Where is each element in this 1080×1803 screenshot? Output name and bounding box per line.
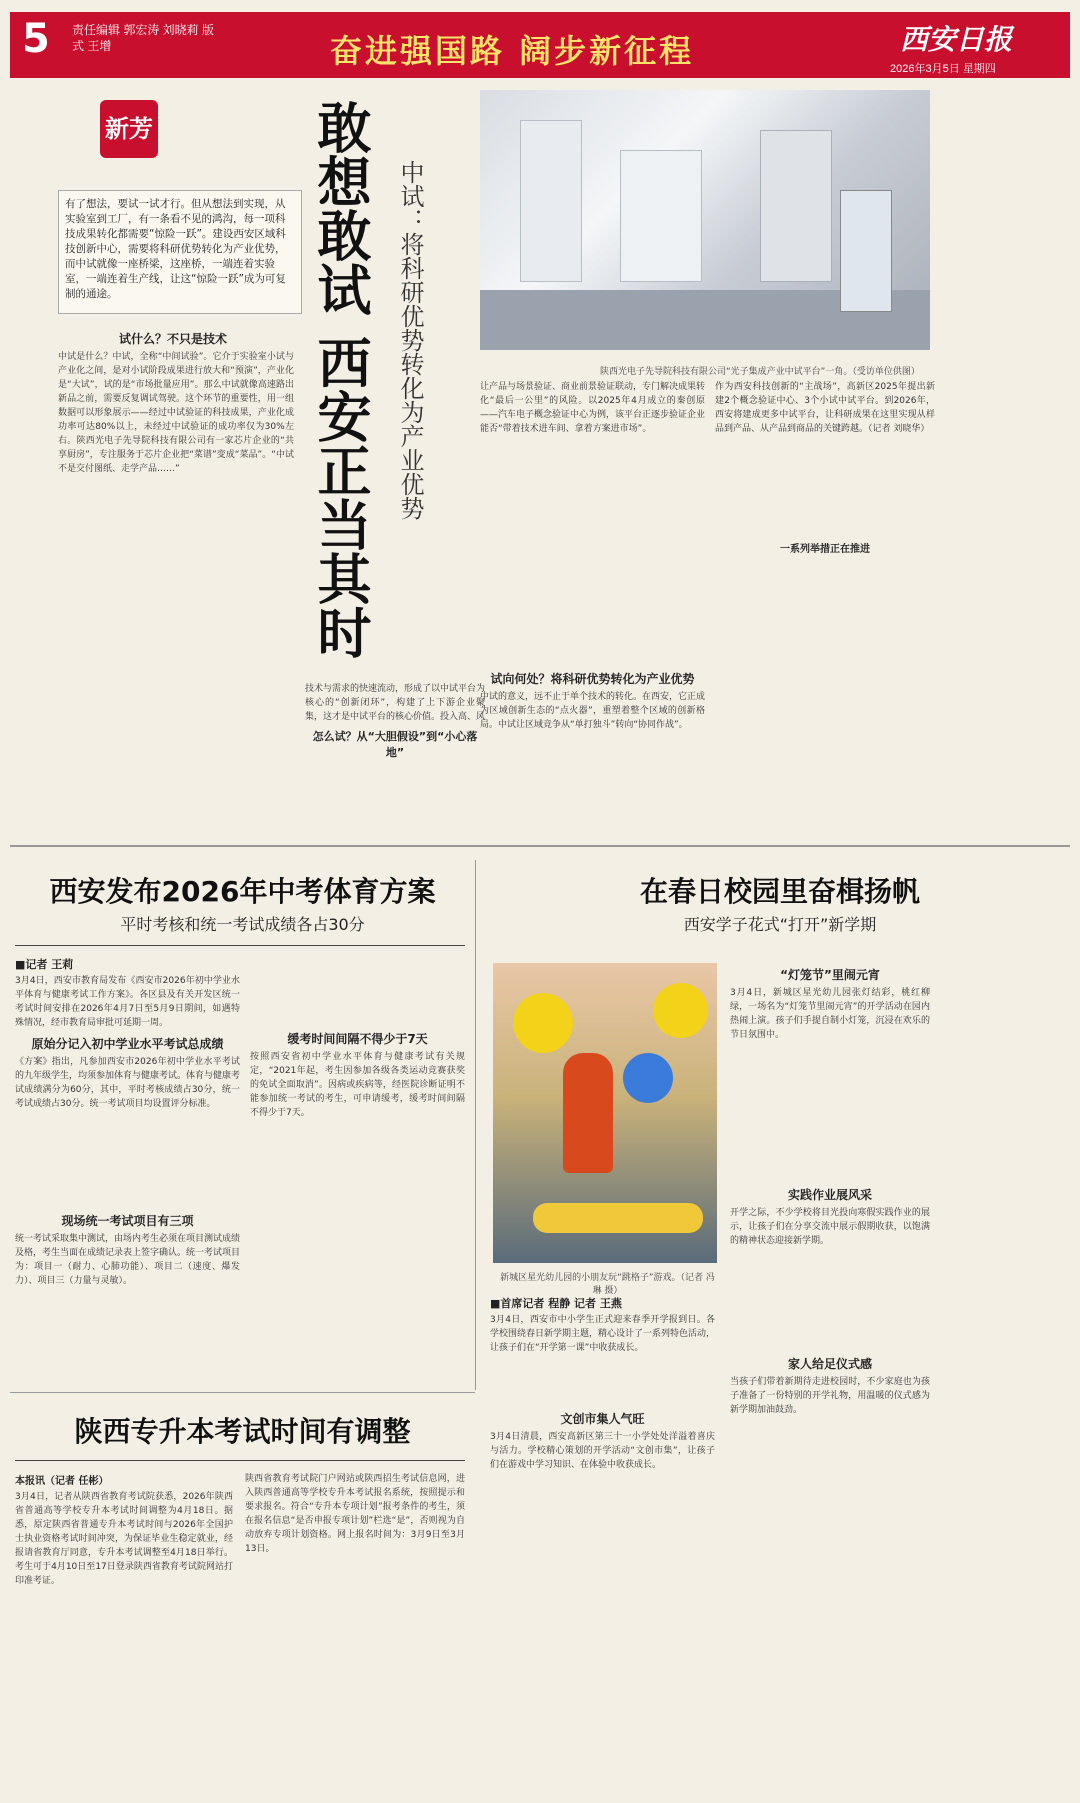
section-divider xyxy=(10,1392,475,1393)
article-text: 技术与需求的快速流动，形成了以中试平台为核心的“创新闭环”，构建了上下游企业聚集，这才是中试平台的核心价值。投入高、风 xyxy=(305,684,485,722)
page-header xyxy=(10,12,1070,78)
newspaper-logo: 西安日报 xyxy=(900,23,1013,56)
article-text: 3月4日清晨，西安高新区第三十一小学处处洋溢着喜庆与活力。学校精心策划的开学活动“文创市集”，让孩子们在游戏中学习知识、在体验中收获成长。 xyxy=(490,1432,715,1470)
article-text: 按照西安省初中学业水平体育与健康考试有关规定，“2021年起，考生因参加各级各类运动竞赛获奖的免试全面取消”。因病或疾病等，经医院诊断证明不能参加统一考试的考生，可申请缓考，缓考时间间隔不得少于7天。 xyxy=(250,1052,465,1118)
section-heading: 怎么试？从“大胆假设”到“小心落地” xyxy=(312,730,478,759)
equipment-rack xyxy=(760,130,832,282)
article-text: 《方案》指出，凡参加西安市2026年初中学业水平考试的九年级学生，均须参加体育与健康考试。体育与健康考试成绩满分为60分，其中，平时考核成绩占30分，统一考试成绩占30分。统一考试项目均设置评分标准。 xyxy=(15,1057,240,1109)
news-headline: 陕西专升本考试时间有调整 xyxy=(74,1415,411,1448)
section-heading: 原始分记入初中学业水平考试总成绩 xyxy=(31,1037,224,1051)
article-text: 3月4日，西安市教育局发布《西安市2026年初中学业水平体育与健康考试工作方案》。各区县及有关开发区统一考试时间安排在2026年4月7日至5月9日期间，如遇特殊情况，经市教育局审批可延期一周。 xyxy=(15,976,240,1028)
article-text: 让产品与场景验证、商业前景验证联动，专门解决成果转化“最后一公里”的风险。以2025年4月成立的秦创原——汽车电子概念验证中心为例，该平台正逐步验证企业能否“带着技术进车间、拿着方案进市场”。 xyxy=(480,382,705,434)
photo-caption: 陕西光电子先导院科技有限公司“光子集成产业中试平台”一角。（受访单位供图） xyxy=(600,367,920,377)
equipment-rack xyxy=(520,120,582,282)
section-divider xyxy=(10,845,1070,847)
section-heading: “灯笼节”里闹元宵 xyxy=(780,968,880,982)
section-heading: 文创市集人气旺 xyxy=(560,1412,645,1426)
section-heading: 实践作业展风采 xyxy=(787,1188,872,1202)
byline: ■记者 王莉 xyxy=(15,958,74,971)
article-text: 统一考试采取集中测试，由场内考生必须在项目测试成绩及格，考生当面在成绩记录表上签字确认。统一考试项目为：项目一（耐力、心肺功能）、项目二（速度、爆发力）、项目三（力量与灵敏）。 xyxy=(15,1234,240,1286)
article-text: 作为西安科技创新的“主战场”，高新区2025年提出新建2个概念验证中心、3个小试中试平台。到2026年，西安将建成更多中试平台，让科研成果在这里实现从样品到产品、从产品到商品的关键跨越。（记者 刘晓华） xyxy=(715,382,935,434)
column-divider xyxy=(475,860,476,1390)
photo-caption: 新城区星光幼儿园的小朋友玩“跳格子”游戏。（记者 冯琳 摄） xyxy=(500,1273,715,1296)
section-title: 奋进强国路 阔步新征程 xyxy=(330,32,695,70)
title-rule xyxy=(15,945,465,946)
child-figure xyxy=(563,1053,613,1173)
issue-date: 2026年3月5日 星期四 xyxy=(890,63,996,75)
yellow-balloon xyxy=(653,983,708,1038)
column-stamp: 新芳 xyxy=(100,100,158,158)
section-heading: 现场统一考试项目有三项 xyxy=(61,1214,194,1228)
feature-headline: 敢想敢试 西安正当其时 xyxy=(309,100,373,659)
article-text: 3月4日，新城区星光幼儿园张灯结彩，桃红柳绿，一场名为“灯笼节里闹元宵”的开学活动在园内热闹上演。孩子们手提自制小灯笼，沉浸在欢乐的节日氛围中。 xyxy=(730,988,930,1040)
news-subheadline: 平时考核和统一考试成绩各占30分 xyxy=(120,915,365,934)
section-heading: 试什么？不只是技术 xyxy=(118,332,227,346)
equipment-rack xyxy=(620,150,702,282)
article-text: 开学之际，不少学校将目光投向寒假实践作业的展示，让孩子们在分享交流中展示假期收获，以饱满的精神状态迎接新学期。 xyxy=(730,1208,930,1246)
article-text: 陕西省教育考试院门户网站或陕西招生考试信息网，进入陕西普通高等学校专升本考试报名系统，按照提示和要求报名。符合“专升本专项计划”报考条件的考生，须在报名信息“是否申报专项计划”栏选“是”，否则视为自动放弃专项计划资格。网上报名时间为：3月9日至3月13日。 xyxy=(245,1474,465,1554)
section-heading: 家人给足仪式感 xyxy=(787,1357,872,1371)
article-text: 当孩子们带着新期待走进校园时，不少家庭也为孩子准备了一份特别的开学礼物，用温暖的仪式感为新学期加油鼓劲。 xyxy=(730,1377,930,1415)
title-rule xyxy=(15,1460,465,1461)
yellow-balloon xyxy=(513,993,573,1053)
lead-box: 有了想法，要试一试才行。但从想法到实现，从实验室到工厂，有一条看不见的鸿沟，每一项科技成果转化都需要“惊险一跃”。建设西安区域科技创新中心，需要将科研优势转化为产业优势，而中试就像一座桥梁，这座桥，一端连着实验室，一端连着生产线，让这“惊险一跃”成为可复制的通途。 xyxy=(58,190,302,314)
kids-photo xyxy=(493,963,717,1263)
article-text: 中试是什么？中试，全称“中间试验”。它介于实验室小试与产业化之间，是对小试阶段成果进行放大和“预演”，产业化是“大试”，试的是“市场批量应用”。那么中试就像高速路出新品之前，需要反复调试驾驶。这个环节的重要性，用一组数据可以形象展示——经过中试验证的科技成果，产业化成功率可达80%以上，未经过中试验证的成功率仅为30%左右。陕西光电子先导院科技有限公司有一家芯片企业的“共享厨房”，专注服务于芯片企业把“菜谱”变成“菜品”。“中试不是交付图纸、走学产品……” xyxy=(58,352,294,474)
stepping-stones xyxy=(533,1203,703,1233)
editor-info: 责任编辑 郭宏涛 刘晓莉 版式 王增 xyxy=(72,23,215,53)
blue-balloon xyxy=(623,1053,673,1103)
lab-photo xyxy=(480,90,930,350)
section-heading: 缓考时间间隔不得少于7天 xyxy=(287,1032,428,1046)
worker-figure xyxy=(840,190,892,312)
page-number: 5 xyxy=(22,16,50,62)
section-heading: 一系列举措正在推进 xyxy=(780,544,870,555)
article-text: 3月4日，西安市中小学生正式迎来春季开学报到日。各学校围绕春日新学期主题，精心设计了一系列特色活动，让孩子们在“开学第一课”中收获成长。 xyxy=(490,1315,715,1353)
news-headline: 在春日校园里奋楫扬帆 xyxy=(639,875,920,908)
news-subheadline: 西安学子花式“打开”新学期 xyxy=(683,915,877,934)
byline: ■首席记者 程静 记者 王燕 xyxy=(490,1297,622,1310)
article-text: 中试的意义，远不止于单个技术的转化。在西安，它正成为区域创新生态的“点火器”，重塑着整个区域的创新格局。中试让区域竞争从“单打独斗”转向“协同作战”。 xyxy=(480,692,705,730)
section-heading: 试向何处？将科研优势转化为产业优势 xyxy=(490,672,695,686)
feature-subheadline: 中试：将科研优势转化为产业优势 xyxy=(396,160,424,520)
article-text: 3月4日，记者从陕西省教育考试院获悉，2026年陕西省普通高等学校专升本考试时间调整为4月18日。据悉，原定陕西省普通专升本考试时间与2026年全国护士执业资格考试时间冲突，为保证毕业生稳定就业，经报请省教育厅同意，专升本考试调整至4月18日举行。考生可于4月10日至17日登录陕西省教育考试院网站打印准考证。 xyxy=(15,1492,233,1586)
byline: 本报讯（记者 任彬） xyxy=(15,1476,109,1487)
news-headline: 西安发布2026年中考体育方案 xyxy=(49,875,436,908)
